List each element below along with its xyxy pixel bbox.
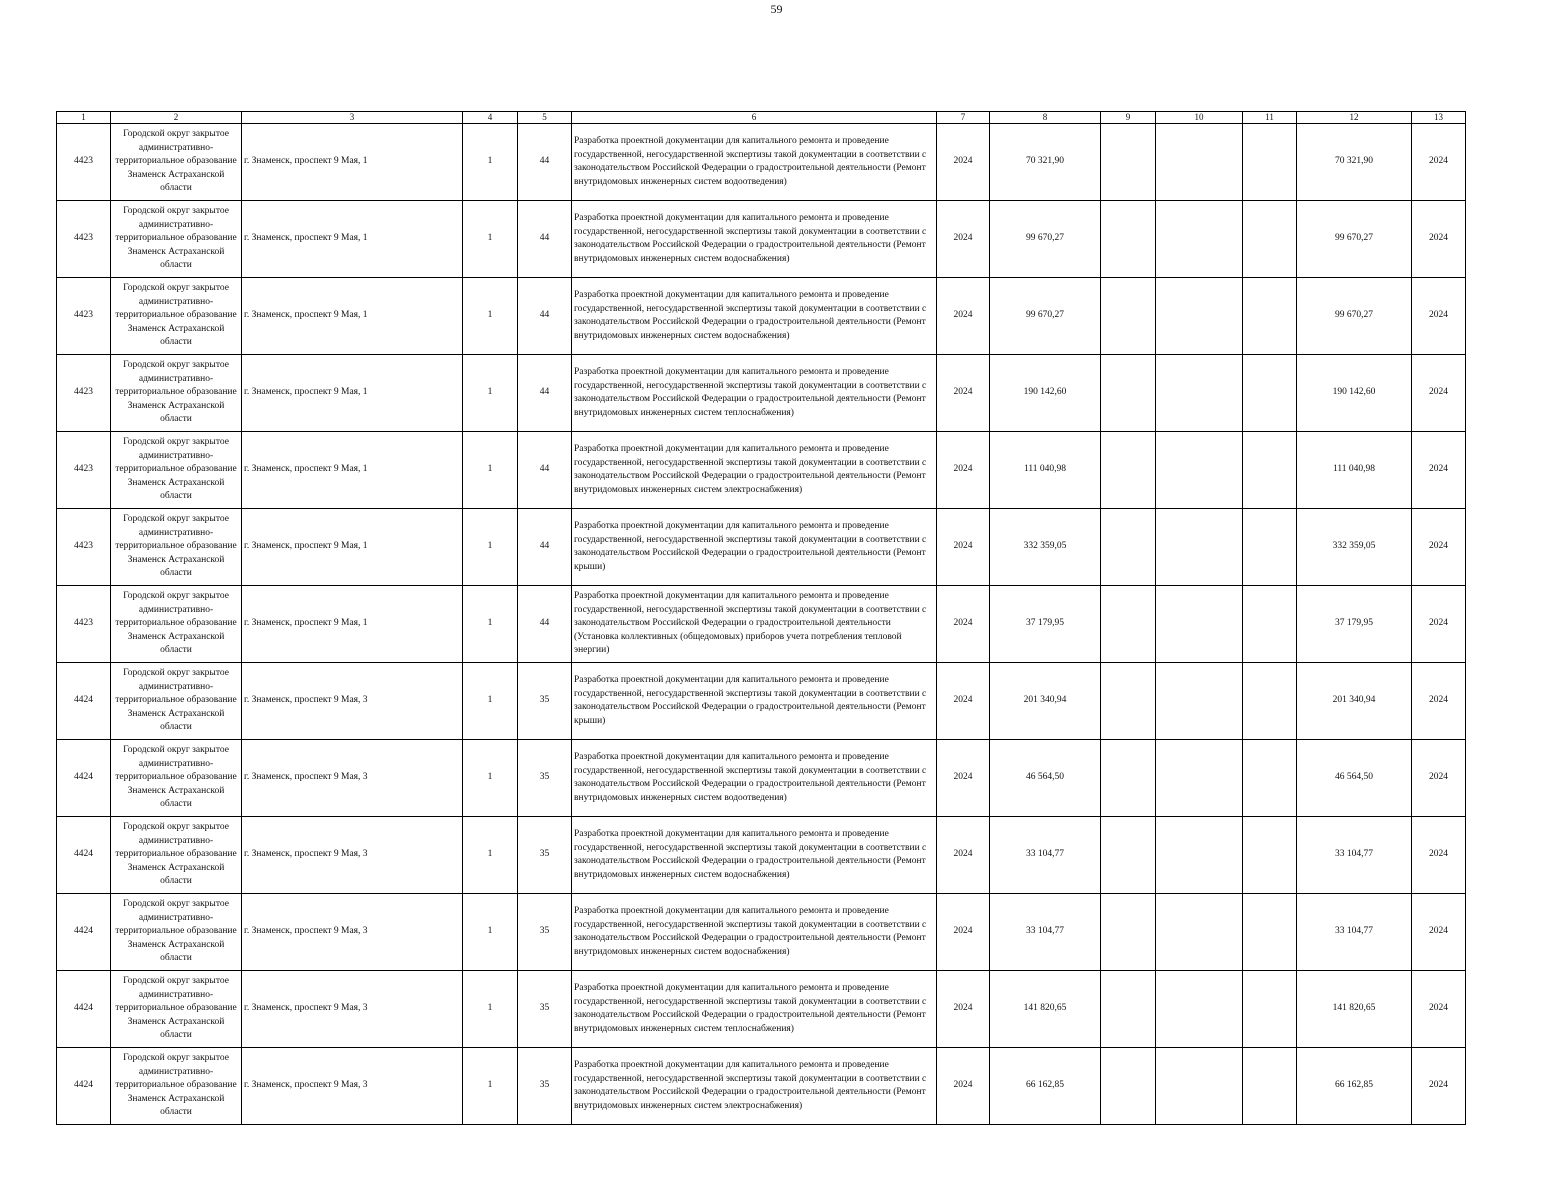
cell-work-description: Разработка проектной документации для капитального ремонта и проведение государственной, негосударственной экспертизы такой документации в соответствии с законодательством Российской Федерации о градостроительной деятельности (Ремонт внутридомовых инженерных систем водоснабжения) [572,201,937,278]
cell-work-description: Разработка проектной документации для капитального ремонта и проведение государственной, негосударственной экспертизы такой документации в соответствии с законодательством Российской Федерации о градостроительной деятельности (Ремонт внутридомовых инженерных систем водоотведения) [572,740,937,817]
cell-work-description: Разработка проектной документации для капитального ремонта и проведение государственной, негосударственной экспертизы такой документации в соответствии с законодательством Российской Федерации о градостроительной деятельности (Ремонт крыши) [572,663,937,740]
cell-year-completion: 2024 [1412,1048,1466,1125]
cell-work-description: Разработка проектной документации для капитального ремонта и проведение государственной, негосударственной экспертизы такой документации в соответствии с законодательством Российской Федерации о градостроительной деятельности (Ремонт внутридомовых инженерных систем теплоснабжения) [572,355,937,432]
cell-amount: 33 104,77 [990,894,1101,971]
cell-col11-value [1243,740,1297,817]
cell-address: г. Знаменск, проспект 9 Мая, 1 [242,432,463,509]
cell-year-completion: 2024 [1412,278,1466,355]
cell-year-completion: 2024 [1412,817,1466,894]
cell-year-completion: 2024 [1412,894,1466,971]
cell-record-id: 4424 [57,740,111,817]
cell-col10-value [1156,740,1243,817]
cell-address: г. Знаменск, проспект 9 Мая, 1 [242,201,463,278]
cell-address: г. Знаменск, проспект 9 Мая, 3 [242,817,463,894]
cell-col5-value: 35 [518,663,572,740]
cell-amount: 66 162,85 [990,1048,1101,1125]
cell-address: г. Знаменск, проспект 9 Мая, 3 [242,1048,463,1125]
cell-record-id: 4424 [57,817,111,894]
cell-col4-value: 1 [463,124,518,201]
cell-col10-value [1156,971,1243,1048]
cell-record-id: 4424 [57,971,111,1048]
cell-record-id: 4424 [57,663,111,740]
cell-work-description: Разработка проектной документации для капитального ремонта и проведение государственной, негосударственной экспертизы такой документации в соответствии с законодательством Российской Федерации о градостроительной деятельности (Ремонт внутридомовых инженерных систем теплоснабжения) [572,971,937,1048]
cell-record-id: 4424 [57,1048,111,1125]
cell-year-planned: 2024 [937,124,990,201]
cell-year-completion: 2024 [1412,432,1466,509]
cell-col11-value [1243,201,1297,278]
cell-work-description: Разработка проектной документации для капитального ремонта и проведение государственной, негосударственной экспертизы такой документации в соответствии с законодательством Российской Федерации о градостроительной деятельности (Ремонт внутридомовых инженерных систем водоснабжения) [572,894,937,971]
cell-col11-value [1243,432,1297,509]
cell-year-planned: 2024 [937,971,990,1048]
cell-amount-total: 99 670,27 [1297,278,1412,355]
table-row [57,432,1466,509]
cell-col4-value: 1 [463,1048,518,1125]
cell-municipality: Городской округ закрытое административно-территориальное образование Знаменск Астраханской области [111,509,242,586]
cell-col9-value [1101,278,1156,355]
cell-year-planned: 2024 [937,663,990,740]
column-number-10: 10 [1156,112,1243,124]
cell-address: г. Знаменск, проспект 9 Мая, 3 [242,894,463,971]
cell-amount-total: 332 359,05 [1297,509,1412,586]
cell-year-planned: 2024 [937,740,990,817]
cell-record-id: 4424 [57,894,111,971]
cell-col9-value [1101,432,1156,509]
cell-year-completion: 2024 [1412,124,1466,201]
column-number-3: 3 [242,112,463,124]
cell-col5-value: 44 [518,355,572,432]
cell-amount-total: 37 179,95 [1297,586,1412,663]
cell-amount: 33 104,77 [990,817,1101,894]
column-number-12: 12 [1297,112,1412,124]
cell-record-id: 4423 [57,355,111,432]
cell-year-planned: 2024 [937,355,990,432]
cell-record-id: 4423 [57,586,111,663]
cell-col4-value: 1 [463,740,518,817]
cell-year-planned: 2024 [937,817,990,894]
cell-amount-total: 66 162,85 [1297,1048,1412,1125]
cell-col5-value: 35 [518,894,572,971]
cell-year-completion: 2024 [1412,586,1466,663]
table-row [57,894,1466,971]
table-row [57,586,1466,663]
column-number-11: 11 [1243,112,1297,124]
column-number-7: 7 [937,112,990,124]
cell-record-id: 4423 [57,432,111,509]
cell-col10-value [1156,586,1243,663]
cell-municipality: Городской округ закрытое административно-территориальное образование Знаменск Астраханской области [111,817,242,894]
cell-col9-value [1101,971,1156,1048]
cell-col5-value: 35 [518,971,572,1048]
cell-col9-value [1101,894,1156,971]
cell-amount: 201 340,94 [990,663,1101,740]
cell-address: г. Знаменск, проспект 9 Мая, 1 [242,278,463,355]
table-row [57,1048,1466,1125]
cell-amount: 46 564,50 [990,740,1101,817]
cell-col10-value [1156,124,1243,201]
cell-work-description: Разработка проектной документации для капитального ремонта и проведение государственной, негосударственной экспертизы такой документации в соответствии с законодательством Российской Федерации о градостроительной деятельности (Ремонт внутридомовых инженерных систем электроснабжения) [572,1048,937,1125]
cell-amount: 70 321,90 [990,124,1101,201]
cell-work-description: Разработка проектной документации для капитального ремонта и проведение государственной, негосударственной экспертизы такой документации в соответствии с законодательством Российской Федерации о градостроительной деятельности (Ремонт крыши) [572,509,937,586]
cell-col4-value: 1 [463,817,518,894]
cell-municipality: Городской округ закрытое административно-территориальное образование Знаменск Астраханской области [111,278,242,355]
cell-col4-value: 1 [463,971,518,1048]
cell-col11-value [1243,894,1297,971]
table-row [57,124,1466,201]
cell-col4-value: 1 [463,432,518,509]
cell-col4-value: 1 [463,355,518,432]
cell-work-description: Разработка проектной документации для капитального ремонта и проведение государственной, негосударственной экспертизы такой документации в соответствии с законодательством Российской Федерации о градостроительной деятельности (Ремонт внутридомовых инженерных систем водоотведения) [572,124,937,201]
cell-address: г. Знаменск, проспект 9 Мая, 3 [242,971,463,1048]
cell-address: г. Знаменск, проспект 9 Мая, 1 [242,124,463,201]
cell-year-planned: 2024 [937,586,990,663]
cell-municipality: Городской округ закрытое административно-территориальное образование Знаменск Астраханской области [111,971,242,1048]
page-number: 59 [770,2,783,16]
cell-year-completion: 2024 [1412,663,1466,740]
cell-year-completion: 2024 [1412,355,1466,432]
cell-col11-value [1243,1048,1297,1125]
cell-municipality: Городской округ закрытое административно-территориальное образование Знаменск Астраханской области [111,894,242,971]
cell-record-id: 4423 [57,124,111,201]
cell-year-planned: 2024 [937,894,990,971]
cell-year-planned: 2024 [937,509,990,586]
cell-amount-total: 70 321,90 [1297,124,1412,201]
cell-year-planned: 2024 [937,432,990,509]
cell-col4-value: 1 [463,894,518,971]
cell-work-description: Разработка проектной документации для капитального ремонта и проведение государственной, негосударственной экспертизы такой документации в соответствии с законодательством Российской Федерации о градостроительной деятельности (Ремонт внутридомовых инженерных систем водоснабжения) [572,817,937,894]
table-row [57,509,1466,586]
cell-col9-value [1101,1048,1156,1125]
cell-amount-total: 46 564,50 [1297,740,1412,817]
cell-col5-value: 44 [518,586,572,663]
cell-col4-value: 1 [463,663,518,740]
cell-amount-total: 201 340,94 [1297,663,1412,740]
cell-amount: 332 359,05 [990,509,1101,586]
cell-col10-value [1156,817,1243,894]
cell-amount: 99 670,27 [990,278,1101,355]
table-row [57,817,1466,894]
cell-col5-value: 44 [518,278,572,355]
cell-address: г. Знаменск, проспект 9 Мая, 3 [242,663,463,740]
cell-record-id: 4423 [57,278,111,355]
cell-municipality: Городской округ закрытое административно-территориальное образование Знаменск Астраханской области [111,1048,242,1125]
cell-col9-value [1101,817,1156,894]
cell-col9-value [1101,740,1156,817]
cell-address: г. Знаменск, проспект 9 Мая, 3 [242,740,463,817]
table-row [57,355,1466,432]
cell-col5-value: 35 [518,817,572,894]
cell-col11-value [1243,586,1297,663]
column-number-row [57,112,1466,124]
cell-col10-value [1156,509,1243,586]
cell-col10-value [1156,663,1243,740]
cell-col10-value [1156,1048,1243,1125]
cell-municipality: Городской округ закрытое административно-территориальное образование Знаменск Астраханской области [111,201,242,278]
cell-amount-total: 111 040,98 [1297,432,1412,509]
cell-col11-value [1243,509,1297,586]
cell-col10-value [1156,278,1243,355]
cell-amount: 99 670,27 [990,201,1101,278]
column-number-5: 5 [518,112,572,124]
cell-municipality: Городской округ закрытое административно-территориальное образование Знаменск Астраханской области [111,355,242,432]
cell-amount-total: 190 142,60 [1297,355,1412,432]
column-number-6: 6 [572,112,937,124]
cell-address: г. Знаменск, проспект 9 Мая, 1 [242,355,463,432]
column-number-1: 1 [57,112,111,124]
cell-work-description: Разработка проектной документации для капитального ремонта и проведение государственной, негосударственной экспертизы такой документации в соответствии с законодательством Российской Федерации о градостроительной деятельности (Ремонт внутридомовых инженерных систем электроснабжения) [572,432,937,509]
cell-col9-value [1101,509,1156,586]
cell-col9-value [1101,586,1156,663]
cell-municipality: Городской округ закрытое административно-территориальное образование Знаменск Астраханской области [111,663,242,740]
cell-col9-value [1101,124,1156,201]
cell-amount: 37 179,95 [990,586,1101,663]
cell-col11-value [1243,663,1297,740]
cell-record-id: 4423 [57,201,111,278]
cell-municipality: Городской округ закрытое административно-территориальное образование Знаменск Астраханской области [111,740,242,817]
cell-amount: 111 040,98 [990,432,1101,509]
cell-amount: 141 820,65 [990,971,1101,1048]
register-table [56,111,1466,1125]
cell-col5-value: 35 [518,1048,572,1125]
column-number-13: 13 [1412,112,1466,124]
table-row [57,971,1466,1048]
cell-address: г. Знаменск, проспект 9 Мая, 1 [242,509,463,586]
cell-year-completion: 2024 [1412,509,1466,586]
cell-amount-total: 141 820,65 [1297,971,1412,1048]
cell-col9-value [1101,663,1156,740]
cell-col11-value [1243,124,1297,201]
column-number-2: 2 [111,112,242,124]
cell-address: г. Знаменск, проспект 9 Мая, 1 [242,586,463,663]
table-row [57,740,1466,817]
cell-year-completion: 2024 [1412,971,1466,1048]
cell-col9-value [1101,201,1156,278]
cell-work-description: Разработка проектной документации для капитального ремонта и проведение государственной, негосударственной экспертизы такой документации в соответствии с законодательством Российской Федерации о градостроительной деятельности (Ремонт внутридомовых инженерных систем водоснабжения) [572,278,937,355]
cell-col11-value [1243,817,1297,894]
cell-col10-value [1156,201,1243,278]
cell-amount-total: 33 104,77 [1297,817,1412,894]
cell-year-planned: 2024 [937,201,990,278]
cell-col5-value: 44 [518,201,572,278]
column-number-9: 9 [1101,112,1156,124]
cell-col9-value [1101,355,1156,432]
table-row [57,278,1466,355]
column-number-8: 8 [990,112,1101,124]
cell-col5-value: 44 [518,509,572,586]
cell-col11-value [1243,971,1297,1048]
cell-work-description: Разработка проектной документации для капитального ремонта и проведение государственной, негосударственной экспертизы такой документации в соответствии с законодательством Российской Федерации о градостроительной деятельности (Установка коллективных (общедомовых) приборов учета потребления тепловой энергии) [572,586,937,663]
column-number-4: 4 [463,112,518,124]
cell-col10-value [1156,894,1243,971]
cell-municipality: Городской округ закрытое административно-территориальное образование Знаменск Астраханской области [111,124,242,201]
cell-municipality: Городской округ закрытое административно-территориальное образование Знаменск Астраханской области [111,586,242,663]
cell-record-id: 4423 [57,509,111,586]
cell-col4-value: 1 [463,509,518,586]
cell-year-completion: 2024 [1412,201,1466,278]
table-row [57,663,1466,740]
cell-year-planned: 2024 [937,278,990,355]
cell-col4-value: 1 [463,278,518,355]
cell-col10-value [1156,355,1243,432]
cell-col4-value: 1 [463,201,518,278]
cell-col11-value [1243,278,1297,355]
cell-amount-total: 33 104,77 [1297,894,1412,971]
cell-municipality: Городской округ закрытое административно-территориальное образование Знаменск Астраханской области [111,432,242,509]
cell-col11-value [1243,355,1297,432]
cell-year-planned: 2024 [937,1048,990,1125]
cell-amount-total: 99 670,27 [1297,201,1412,278]
cell-col5-value: 35 [518,740,572,817]
table-row [57,201,1466,278]
cell-year-completion: 2024 [1412,740,1466,817]
cell-col5-value: 44 [518,124,572,201]
cell-col4-value: 1 [463,586,518,663]
cell-amount: 190 142,60 [990,355,1101,432]
cell-col10-value [1156,432,1243,509]
cell-col5-value: 44 [518,432,572,509]
